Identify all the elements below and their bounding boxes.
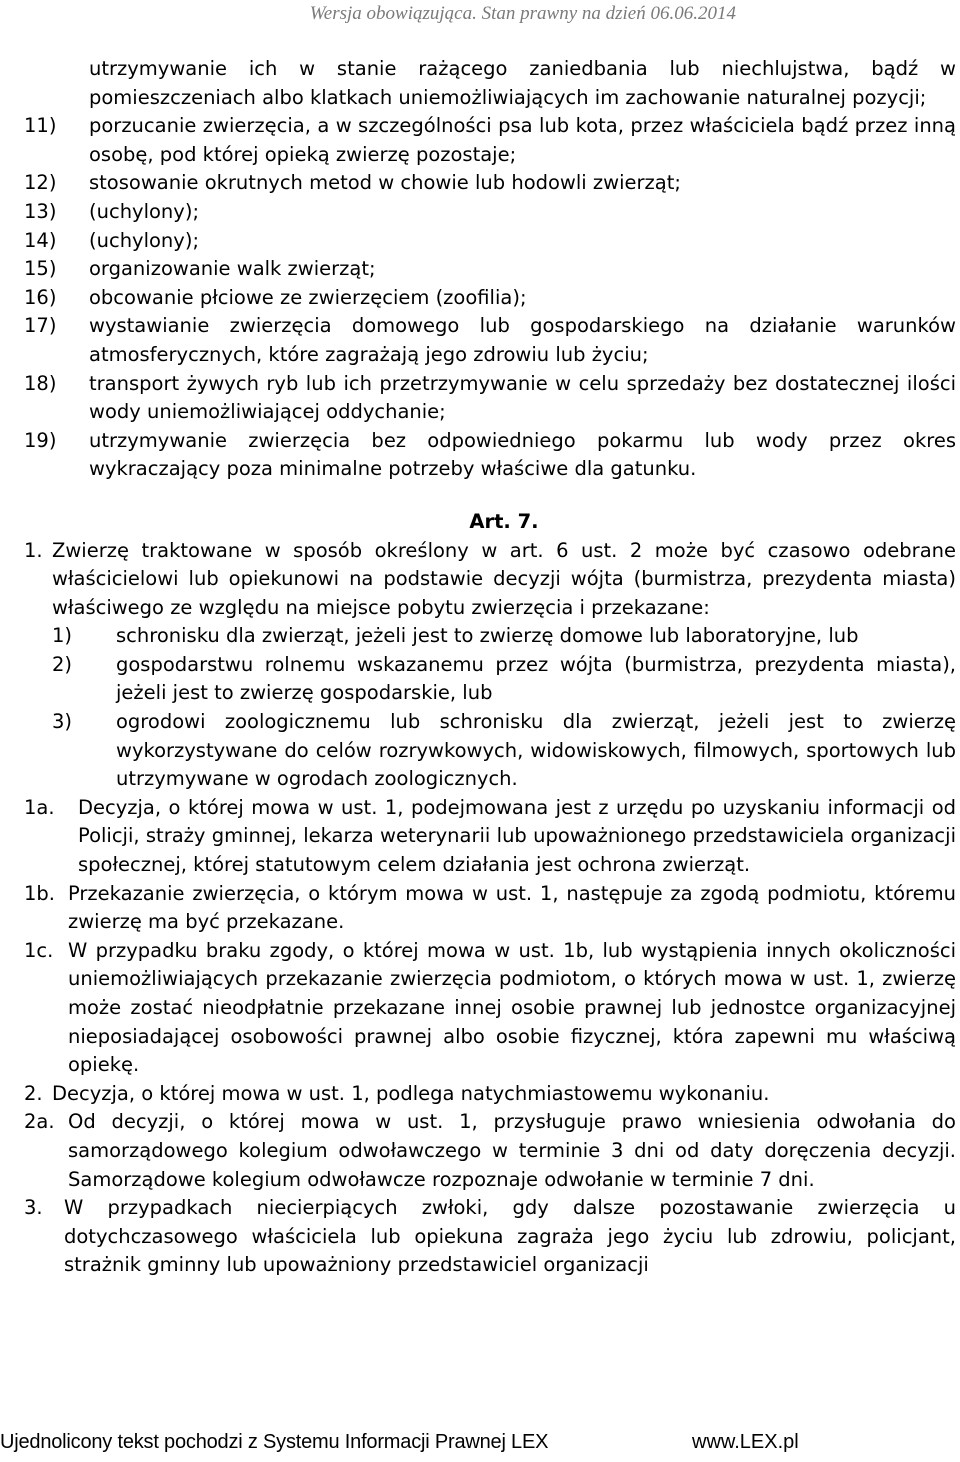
list-item bbox=[24, 427, 956, 484]
item-list bbox=[24, 112, 956, 484]
item-text: wystawianie zwierzęcia domowego lub gospodarskiego na działanie warunków atmosferycznych, które zagrażają jego zdrowiu lub życiu; bbox=[89, 314, 956, 366]
list-item bbox=[24, 370, 956, 427]
list-item bbox=[24, 169, 956, 198]
paragraph-1b bbox=[24, 880, 956, 937]
sub-item-number: 2) bbox=[52, 652, 73, 676]
sub-item bbox=[52, 708, 956, 794]
paragraph-text: Od decyzji, o której mowa w ust. 1, przysługuje prawo wniesienia odwołania do samorządowego kolegium odwoławczego w terminie 3 dni od daty doręczenia decyzji. Samorządowe kolegium odwoławcze rozpoznaje odwołanie w terminie 7 dni. bbox=[68, 1110, 956, 1191]
paragraph-text: Decyzja, o której mowa w ust. 1, podlega natychmiastowemu wykonaniu. bbox=[52, 1081, 770, 1105]
item-number: 16) bbox=[24, 285, 57, 309]
paragraph-2a bbox=[24, 1108, 956, 1194]
item-number: 11) bbox=[24, 114, 57, 138]
sub-item-text: schronisku dla zwierząt, jeżeli jest to zwierzę domowe lub laboratoryjne, lub bbox=[116, 624, 859, 648]
item-text: (uchylony); bbox=[89, 228, 200, 252]
item-number: 19) bbox=[24, 428, 57, 452]
list-item bbox=[24, 198, 956, 227]
paragraph-number: 1. bbox=[24, 538, 43, 562]
item-number: 17) bbox=[24, 314, 57, 338]
item-text: organizowanie walk zwierząt; bbox=[89, 257, 376, 281]
paragraph-number: 1c. bbox=[24, 938, 54, 962]
paragraph-text: Zwierzę traktowane w sposób określony w art. 6 ust. 2 może być czasowo odebrane właścicielowi lub opiekunowi na podstawie decyzji wójta (burmistrza, prezydenta miasta) właściwego ze względu na miejsce pobytu zwierzęcia i przekazane: bbox=[52, 538, 956, 619]
item-number: 18) bbox=[24, 371, 57, 395]
list-item bbox=[24, 284, 956, 313]
sub-item-number: 1) bbox=[52, 624, 73, 648]
paragraph-number: 1a. bbox=[24, 795, 55, 819]
paragraph-3 bbox=[24, 1194, 956, 1280]
item-text: obcowanie płciowe ze zwierzęciem (zoofilia); bbox=[89, 285, 527, 309]
sub-item-text: gospodarstwu rolnemu wskazanemu przez wójta (burmistrza, prezydenta miasta), jeżeli jest to zwierzę gospodarskie, lub bbox=[116, 652, 956, 705]
item-text: utrzymywanie zwierzęcia bez odpowiedniego pokarmu lub wody przez okres wykraczający poza minimalne potrzeby właściwe dla gatunku. bbox=[89, 428, 956, 481]
paragraph-1 bbox=[24, 537, 956, 623]
paragraph-text: W przypadku braku zgody, o której mowa w ust. 1b, lub wystąpienia innych okoliczności uniemożliwiających przekazanie zwierzęcia podmiotom, o których mowa w ust. 1, zwierzę może zostać nieodpłatnie przekazane innej osobie prawnej lub jednostce organizacyjnej nieposiadającej osobowości prawnej albo osobie fizycznej, która zapewni mu właściwą opiekę. bbox=[68, 938, 956, 1077]
footer-link[interactable]: www.LEX.pl bbox=[692, 1431, 799, 1453]
paragraph-number: 2a. bbox=[24, 1110, 55, 1134]
paragraph-number: 1b. bbox=[24, 881, 55, 905]
item-number: 14) bbox=[24, 228, 57, 252]
item-number: 15) bbox=[24, 257, 57, 281]
list-item bbox=[24, 312, 956, 369]
paragraph-text: Przekazanie zwierzęcia, o którym mowa w ust. 1, następuje za zgodą podmiotu, któremu zwierzę ma być przekazane. bbox=[68, 881, 956, 934]
list-item bbox=[24, 227, 956, 256]
list-item bbox=[24, 255, 956, 284]
item-text: (uchylony); bbox=[89, 199, 200, 223]
paragraph-2 bbox=[24, 1080, 956, 1109]
item-text: stosowanie okrutnych metod w chowie lub hodowli zwierząt; bbox=[89, 171, 681, 195]
sub-item-number: 3) bbox=[52, 710, 73, 734]
paragraph-1a bbox=[24, 794, 956, 880]
list-item bbox=[24, 112, 956, 169]
continuation-text: utrzymywanie ich w stanie rażącego zaniedbania lub niechlujstwa, bądź w pomieszczeniach albo klatkach uniemożliwiających im zachowanie naturalnej pozycji; bbox=[89, 57, 956, 109]
document-body bbox=[24, 55, 956, 1280]
sub-item bbox=[52, 651, 956, 708]
paragraph-text: W przypadkach niecierpiących zwłoki, gdy dalsze pozostawanie zwierzęcia u dotychczasowego właściciela lub opiekuna zagraża jego życiu lub zdrowiu, policjant, strażnik gminny lub upoważniony przedstawiciel organizacji bbox=[64, 1196, 956, 1277]
item-text: porzucanie zwierzęcia, a w szczególności psa lub kota, przez właściciela bądź przez inną osobę, pod której opieką zwierzę pozostaje; bbox=[89, 114, 956, 166]
footer-source: Ujednolicony tekst pochodzi z Systemu Informacji Prawnej LEX bbox=[0, 1431, 549, 1453]
paragraph-number: 2. bbox=[24, 1081, 43, 1105]
article-heading: Art. 7. bbox=[469, 509, 539, 533]
paragraph-text: Decyzja, o której mowa w ust. 1, podejmowana jest z urzędu po uzyskaniu informacji od Policji, straży gminnej, lekarza weterynarii lub upoważnionego przedstawiciela organizacji społecznej, której statutowym celem działania jest ochrona zwierząt. bbox=[78, 795, 956, 877]
item-text: transport żywych ryb lub ich przetrzymywanie w celu sprzedaży bez dostatecznej ilości wody uniemożliwiającej oddychanie; bbox=[89, 371, 956, 424]
sub-item bbox=[52, 622, 956, 651]
item-number: 13) bbox=[24, 199, 57, 223]
item-number: 12) bbox=[24, 171, 57, 195]
paragraph-number: 3. bbox=[24, 1196, 43, 1220]
paragraph-1c bbox=[24, 937, 956, 1080]
sub-item-text: ogrodowi zoologicznemu lub schronisku dla zwierząt, jeżeli jest to zwierzę wykorzystywane do celów rozrywkowych, widowiskowych, filmowych, sportowych lub utrzymywane w ogrodach zoologicznych. bbox=[116, 710, 956, 791]
page-header: Wersja obowiązująca. Stan prawny na dzień 06.06.2014 bbox=[309, 3, 736, 24]
